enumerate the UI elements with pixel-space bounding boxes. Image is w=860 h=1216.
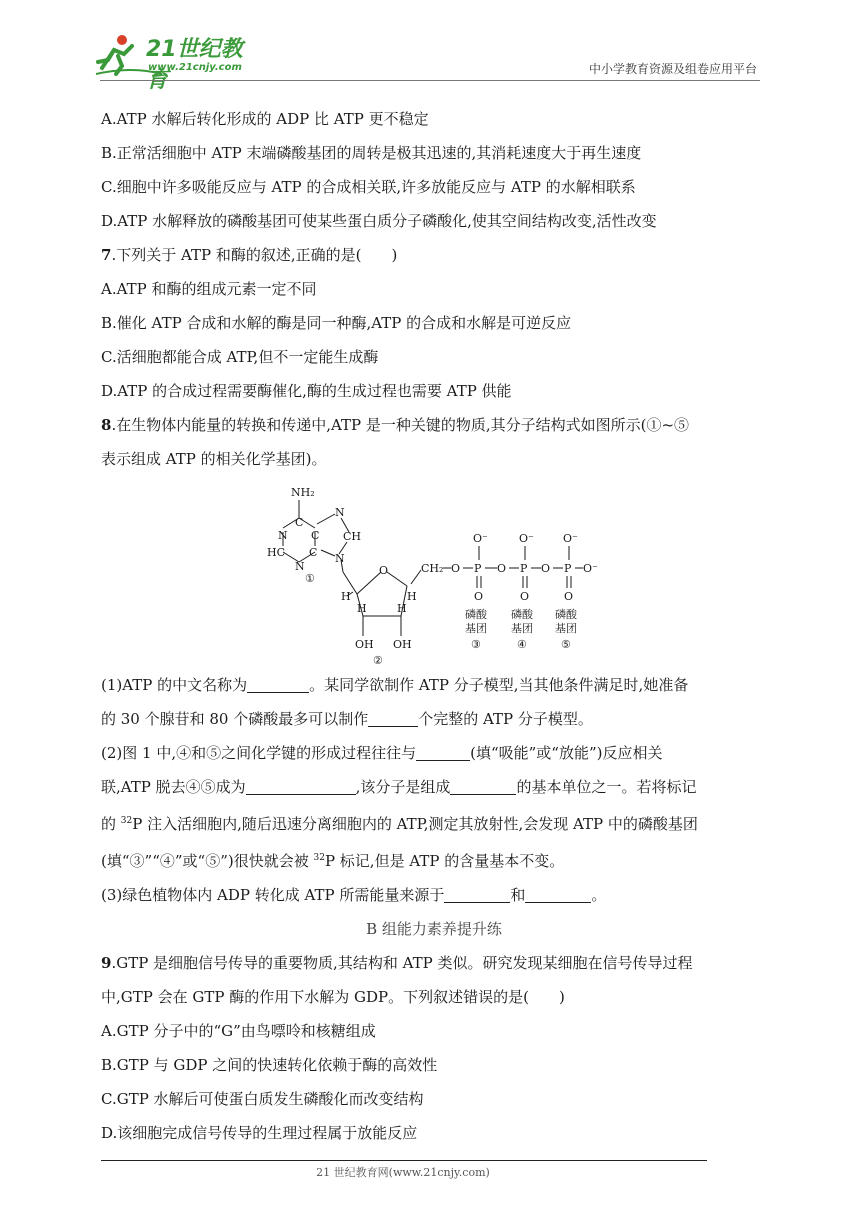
oh-label-1: OH: [355, 638, 374, 651]
logo-url: www.21cnjy.com: [148, 62, 242, 73]
label-2: ②: [373, 654, 383, 666]
q8-part2-text-c: 联,ATP 脱去④⑤成为: [101, 778, 246, 796]
q8-part2-text-f: 的: [101, 815, 121, 833]
label-4: ④: [517, 638, 527, 651]
q8-part2-line2: [101, 770, 767, 804]
isotope-superscript: 32: [120, 816, 133, 826]
isotope-superscript-2: 32: [313, 853, 325, 863]
q8-blank-energy-source-2[interactable]: [525, 886, 591, 903]
h-label-2: H: [407, 590, 417, 603]
c-label-mid: C: [311, 529, 320, 542]
q6-option-c: C.细胞中许多吸能反应与 ATP 的合成相关联,许多放能反应与 ATP 的水解相联系: [101, 178, 636, 196]
phosphate-3-line2: 基团: [465, 622, 487, 635]
q8-blank-macromolecule[interactable]: [450, 778, 516, 795]
phosphate-5-line1: 磷酸: [555, 608, 577, 621]
o-link-1: O: [451, 562, 461, 575]
q8-part3: [101, 878, 767, 912]
h-label-4: H: [397, 602, 407, 615]
phosphate-3-line1: 磷酸: [465, 608, 487, 621]
o-minus-end: O⁻: [583, 562, 598, 575]
n-label-left: N: [278, 529, 288, 542]
q8-blank-molecule[interactable]: [246, 778, 356, 795]
phosphate-4-line1: 磷酸: [511, 608, 533, 621]
logo-text: 21世纪教育: [146, 37, 243, 93]
n-label-bottom: N: [295, 560, 305, 573]
ch2-label: CH₂: [421, 562, 444, 575]
o-link-3: O: [541, 562, 551, 575]
q8-part3-text-b: 和: [510, 886, 526, 904]
ring-o-label: O: [379, 564, 389, 577]
q7-option-b: B.催化 ATP 合成和水解的酶是同一种酶,ATP 的合成和水解是可逆反应: [101, 314, 572, 332]
o-link-2: O: [497, 562, 507, 575]
hc-label: HC: [267, 546, 286, 559]
section-b-title: B 组能力素养提升练: [366, 920, 502, 938]
nh2-label: NH₂: [291, 486, 315, 499]
o-double-3: O: [564, 590, 574, 603]
p-3: P: [564, 562, 572, 575]
q8-part3-text-c: 。: [591, 886, 607, 904]
q8-part2-line1: [101, 736, 767, 770]
q8-part2-line3: [101, 804, 767, 841]
q7-number: 7: [101, 246, 112, 264]
label-1: ①: [305, 572, 315, 585]
q9-stem-text-1: .GTP 是细胞信号传导的重要物质,其结构和 ATP 类似。研究发现某细胞在信号传导过程: [111, 954, 693, 972]
q6-option-b: B.正常活细胞中 ATP 末端磷酸基团的周转是极其迅速的,其消耗速度大于再生速度: [101, 144, 642, 162]
o-minus-2: O⁻: [519, 532, 534, 545]
atp-structure-diagram: [261, 476, 601, 666]
o-minus-1: O⁻: [473, 532, 488, 545]
q9-option-b: B.GTP 与 GDP 之间的快速转化依赖于酶的高效性: [101, 1056, 438, 1074]
q8-part2-text-h: (填“③”“④”或“⑤”)很快就会被: [101, 852, 314, 870]
q8-blank-model-count[interactable]: [368, 710, 418, 727]
label-3: ③: [471, 638, 481, 651]
q8-part1-text-d: 个完整的 ATP 分子模型。: [418, 710, 593, 728]
q8-part2-text-a: (2)图 1 中,④和⑤之间化学键的形成过程往往与: [101, 744, 417, 762]
q8-number: 8: [101, 416, 112, 434]
q9-option-d: D.该细胞完成信号传导的生理过程属于放能反应: [101, 1124, 418, 1142]
q8-part1-line1: [101, 668, 767, 702]
q8-part1-text-c: 的 30 个腺苷和 80 个磷酸最多可以制作: [101, 710, 369, 728]
q7-stem-text: .下列关于 ATP 和酶的叙述,正确的是( ): [111, 246, 398, 264]
q6-option-a: A.ATP 水解后转化形成的 ADP 比 ATP 更不稳定: [101, 110, 429, 128]
o-double-2: O: [520, 590, 530, 603]
page-content: [101, 102, 767, 1150]
q8-blank-energy-type[interactable]: [416, 744, 470, 761]
q7-stem: [101, 238, 767, 272]
q9-option-c: C.GTP 水解后可使蛋白质发生磷酸化而改变结构: [101, 1090, 424, 1108]
q7-option-d: D.ATP 的合成过程需要酶催化,酶的生成过程也需要 ATP 供能: [101, 382, 512, 400]
q8-blank-energy-source-1[interactable]: [444, 886, 510, 903]
q8-part1-text-b: 。某同学欲制作 ATP 分子模型,当其他条件满足时,她准备: [309, 676, 689, 694]
footer-text[interactable]: 21 世纪教育网(www.21cnjy.com): [316, 1166, 490, 1179]
header-divider: [100, 80, 760, 81]
q8-part2-text-g: P 注入活细胞内,随后迅速分离细胞内的 ATP,测定其放射性,会发现 ATP 中的磷酸基团: [132, 815, 698, 833]
ch-label: CH: [343, 530, 362, 543]
q8-stem-2: 表示组成 ATP 的相关化学基团)。: [101, 450, 327, 468]
o-double-1: O: [474, 590, 484, 603]
footer-divider: [101, 1160, 707, 1161]
q8-part2-text-e: 的基本单位之一。若将标记: [516, 778, 697, 796]
phosphate-4-line2: 基团: [511, 622, 533, 635]
h-label-3: H: [357, 602, 367, 615]
q8-stem-1: [101, 408, 767, 442]
q9-option-a: A.GTP 分子中的“G”由鸟嘌呤和核糖组成: [101, 1022, 376, 1040]
q8-blank-atp-name[interactable]: [247, 676, 309, 693]
h-label-1: H: [341, 590, 351, 603]
q8-part2-text-b: (填“吸能”或“放能”)反应相关: [470, 744, 663, 762]
q6-option-d: D.ATP 水解释放的磷酸基团可使某些蛋白质分子磷酸化,使其空间结构改变,活性改变: [101, 212, 657, 230]
q7-option-a: A.ATP 和酶的组成元素一定不同: [101, 280, 317, 298]
p-1: P: [474, 562, 482, 575]
o-minus-3: O⁻: [563, 532, 578, 545]
p-2: P: [520, 562, 528, 575]
q8-part1-text-a: (1)ATP 的中文名称为: [101, 676, 248, 694]
q9-number: 9: [101, 954, 112, 972]
header-platform-text: 中小学教育资源及组卷应用平台: [588, 62, 757, 76]
n-label-link: N: [335, 552, 345, 565]
oh-label-2: OH: [393, 638, 412, 651]
c-label-top: C: [295, 516, 304, 529]
q9-stem-1: [101, 946, 767, 980]
c-label-bottom: C: [309, 546, 318, 559]
q9-stem-2: 中,GTP 会在 GTP 酶的作用下水解为 GDP。下列叙述错误的是( ): [101, 988, 565, 1006]
n-label-right: N: [335, 506, 345, 519]
page-header: [0, 0, 860, 93]
site-logo[interactable]: [92, 30, 262, 93]
q7-option-c: C.活细胞都能合成 ATP,但不一定能生成酶: [101, 348, 379, 366]
phosphate-5-line2: 基团: [555, 622, 577, 635]
q8-part2-text-d: ,该分子是组成: [355, 778, 451, 796]
q8-part3-text-a: (3)绿色植物体内 ADP 转化成 ATP 所需能量来源于: [101, 886, 445, 904]
q8-part2-line4: [101, 841, 767, 878]
q8-part2-text-i: P 标记,但是 ATP 的含量基本不变。: [324, 852, 565, 870]
label-5: ⑤: [561, 638, 571, 651]
q8-part1-line2: [101, 702, 767, 736]
atp-structure-figure: [101, 476, 767, 668]
q8-stem-text-1: .在生物体内能量的转换和传递中,ATP 是一种关键的物质,其分子结构式如图所示(①~⑤: [111, 416, 690, 434]
